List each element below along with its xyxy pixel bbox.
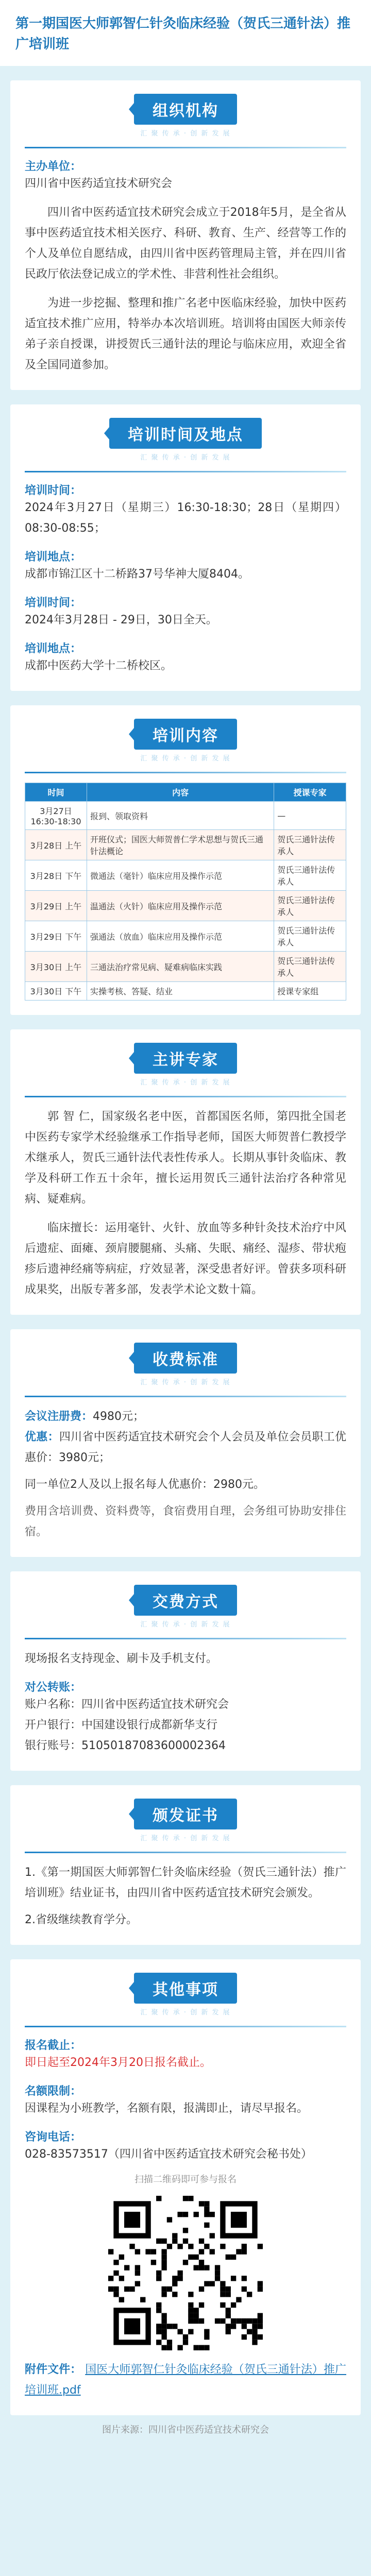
transfer-label: 对公转账： [25,1681,82,1694]
discount-value: 四川省中医药适宜技术研究会个人会员及单位会员职工优惠价：3980元； [25,1431,346,1464]
table-row [25,860,346,891]
table-cell: 3月27日 16:30-18:30 [25,802,87,830]
quota-value: 因课程为小班教学，名额有限，报满即止，请尽早报名。 [25,2102,309,2115]
section-tag: 颁发证书 [134,1799,237,1829]
section-tag: 交费方式 [134,1585,237,1616]
page-title: 第一期国医大师郭智仁针灸临床经验（贺氏三通针法）推广培训班 [15,16,351,52]
host-value: 四川省中医药适宜技术研究会 [25,177,173,190]
table-cell: 3月30日 上午 [25,952,87,982]
table-cell: 贺氏三通针法传承人 [274,860,346,891]
table-cell: 温通法（火针）临床应用及操作示范 [87,891,274,921]
table-cell: 贺氏三通针法传承人 [274,891,346,921]
table-row [25,952,346,982]
attachment-link[interactable]: 国医大师郭智仁针灸临床经验（贺氏三通针法）推广培训班.pdf [25,2363,346,2397]
section-subtitle: 汇 聚 传 承 · 创 新 发 展 [140,1621,231,1629]
table-cell: 贺氏三通针法传承人 [274,830,346,860]
account-name: 账户名称：四川省中医药适宜技术研究会 [25,1698,229,1711]
table-header: 时间 [25,783,87,802]
section-other [10,1959,361,2415]
time-value: 2024年3月28日 - 29日，30日全天。 [25,614,217,626]
section-certificate [10,1785,361,1945]
org-paragraph: 四川省中医药适宜技术研究会成立于2018年5月，是全省从事中医药适宜技术相关医疗、科研、教育、生产、经营等工作的个人及单位自愿结成，由四川省中医药管理局主管，并在四川省民政厅依法登记成立的学术性、非营利性社会组织。 [25,206,346,281]
section-organization [10,80,361,390]
divider [25,1096,346,1097]
certificate-item: 2.省级继续教育学分。 [25,1913,138,1926]
divider [25,1396,346,1397]
section-subtitle: 汇 聚 传 承 · 创 新 发 展 [140,454,231,462]
place-value: 成都市锦江区十二桥路37号华神大厦8404。 [25,568,249,581]
phone-value: 028-83573517（四川省中医药适宜技术研究会秘书处） [25,2148,312,2161]
table-cell: 实操考核、答疑、结业 [87,982,274,1001]
payment-onsite: 现场报名支持现金、刷卡及手机支付。 [25,1652,218,1665]
section-content [10,705,361,1015]
table-cell: 贺氏三通针法传承人 [274,921,346,952]
bank-name: 开户银行：中国建设银行成都新华支行 [25,1719,218,1732]
deadline-label: 报名截止： [25,2039,82,2052]
phone-label: 咨询电话： [25,2131,82,2144]
table-cell: 三通法治疗常见病、疑难病临床实践 [87,952,274,982]
section-subtitle: 汇 聚 传 承 · 创 新 发 展 [140,1079,231,1087]
fee-value: 4980元； [93,1410,145,1423]
divider [25,772,346,773]
fee-note: 费用含培训费、资料费等，食宿费用自理，会务组可协助安排住宿。 [25,1505,346,1538]
table-cell: 授课专家组 [274,982,346,1001]
table-row [25,802,346,830]
discount-label: 优惠： [25,1431,59,1444]
section-tag: 收费标准 [134,1343,237,1374]
table-cell: 3月29日 上午 [25,891,87,921]
section-subtitle: 汇 聚 传 承 · 创 新 发 展 [140,130,231,138]
expert-bio: 郭 智 仁，国家级名老中医，首都国医名师，第四批全国老中医药专家学术经验继承工作指导老师，国医大师贺普仁教授学术继承人，贺氏三通针法代表性传承人。长期从事针灸临床、教学及科研工作五十余年，擅长运用贺氏三通针法治疗各种常见病、疑难病。 [25,1110,346,1206]
time-value: 2024年3月27日（星期三）16:30-18:30；28日（星期四）08:30-08:55； [25,501,346,535]
table-header: 内容 [87,783,274,802]
qr-note: 扫描二维码即可参与报名 [134,2174,237,2185]
table-row [25,830,346,860]
table-cell: 3月30日 下午 [25,982,87,1001]
attachment-label: 附件文件： [25,2363,82,2376]
section-subtitle: 汇 聚 传 承 · 创 新 发 展 [140,1835,231,1842]
section-subtitle: 汇 聚 传 承 · 创 新 发 展 [140,755,231,762]
quota-label: 名额限制： [25,2085,82,2098]
schedule-table [25,783,346,1001]
table-row [25,982,346,1001]
table-cell: 微通法（毫针）临床应用及操作示范 [87,860,274,891]
table-row [25,891,346,921]
table-row [25,921,346,952]
place-label: 培训地点： [25,642,82,655]
title-banner [0,0,371,66]
fee-group-discount: 同一单位2人及以上报名每人优惠价：2980元。 [25,1478,265,1491]
table-cell: 3月28日 下午 [25,860,87,891]
divider [25,2026,346,2027]
footer-source: 图片来源：四川省中医药适宜技术研究会 [102,2425,269,2435]
expert-specialty: 临床擅长：运用毫针、火针、放血等多种针灸技术治疗中风后遗症、面瘫、颈肩腰腿痛、头痛、失眠、痛经、湿疹、带状疱疹后遗神经痛等病症，疗效显著，深受患者好评。曾获多项科研成果奖，出版专著多部，发表学术论文数十篇。 [25,1222,346,1296]
divider [25,1638,346,1639]
time-label: 培训时间： [25,597,82,609]
time-label: 培训时间： [25,484,82,497]
section-payment [10,1571,361,1771]
section-tag: 组织机构 [134,94,237,125]
table-cell: 报到、领取资料 [87,802,274,830]
section-tag: 培训内容 [134,719,237,750]
table-header: 授课专家 [274,783,346,802]
table-cell: 3月29日 下午 [25,921,87,952]
host-label: 主办单位： [25,160,82,173]
qr-code-icon[interactable] [108,2196,263,2350]
deadline-value: 即日起至2024年3月20日报名截止。 [25,2056,211,2069]
section-time-place [10,404,361,691]
section-expert [10,1029,361,1315]
section-tag: 其他事项 [134,1973,237,2004]
fee-label: 会议注册费： [25,1410,93,1423]
place-value: 成都中医药大学十二桥校区。 [25,659,173,672]
account-number: 银行账号：51050187083600002364 [25,1739,226,1752]
divider [25,1852,346,1853]
table-cell: 开班仪式；国医大师贺普仁学术思想与贺氏三通针法概论 [87,830,274,860]
divider [25,471,346,472]
place-label: 培训地点： [25,551,82,564]
certificate-item: 1.《第一期国医大师郭智仁针灸临床经验（贺氏三通针法）推广培训班》结业证书，由四川省中医药适宜技术研究会颁发。 [25,1866,346,1900]
section-subtitle: 汇 聚 传 承 · 创 新 发 展 [140,2009,231,2016]
section-fee [10,1329,361,1557]
divider [25,147,346,148]
table-cell: 贺氏三通针法传承人 [274,952,346,982]
section-tag: 主讲专家 [134,1043,237,1074]
table-cell: — [274,802,346,830]
org-paragraph: 为进一步挖掘、整理和推广名老中医临床经验，加快中医药适宜技术推广应用，特举办本次培训班。培训将由国医大师亲传弟子亲自授课，讲授贺氏三通针法的理论与临床应用，欢迎全省及全国同道参加。 [25,297,346,371]
section-subtitle: 汇 聚 传 承 · 创 新 发 展 [140,1379,231,1386]
table-cell: 强通法（放血）临床应用及操作示范 [87,921,274,952]
section-tag: 培训时间及地点 [109,418,262,449]
table-cell: 3月28日 上午 [25,830,87,860]
